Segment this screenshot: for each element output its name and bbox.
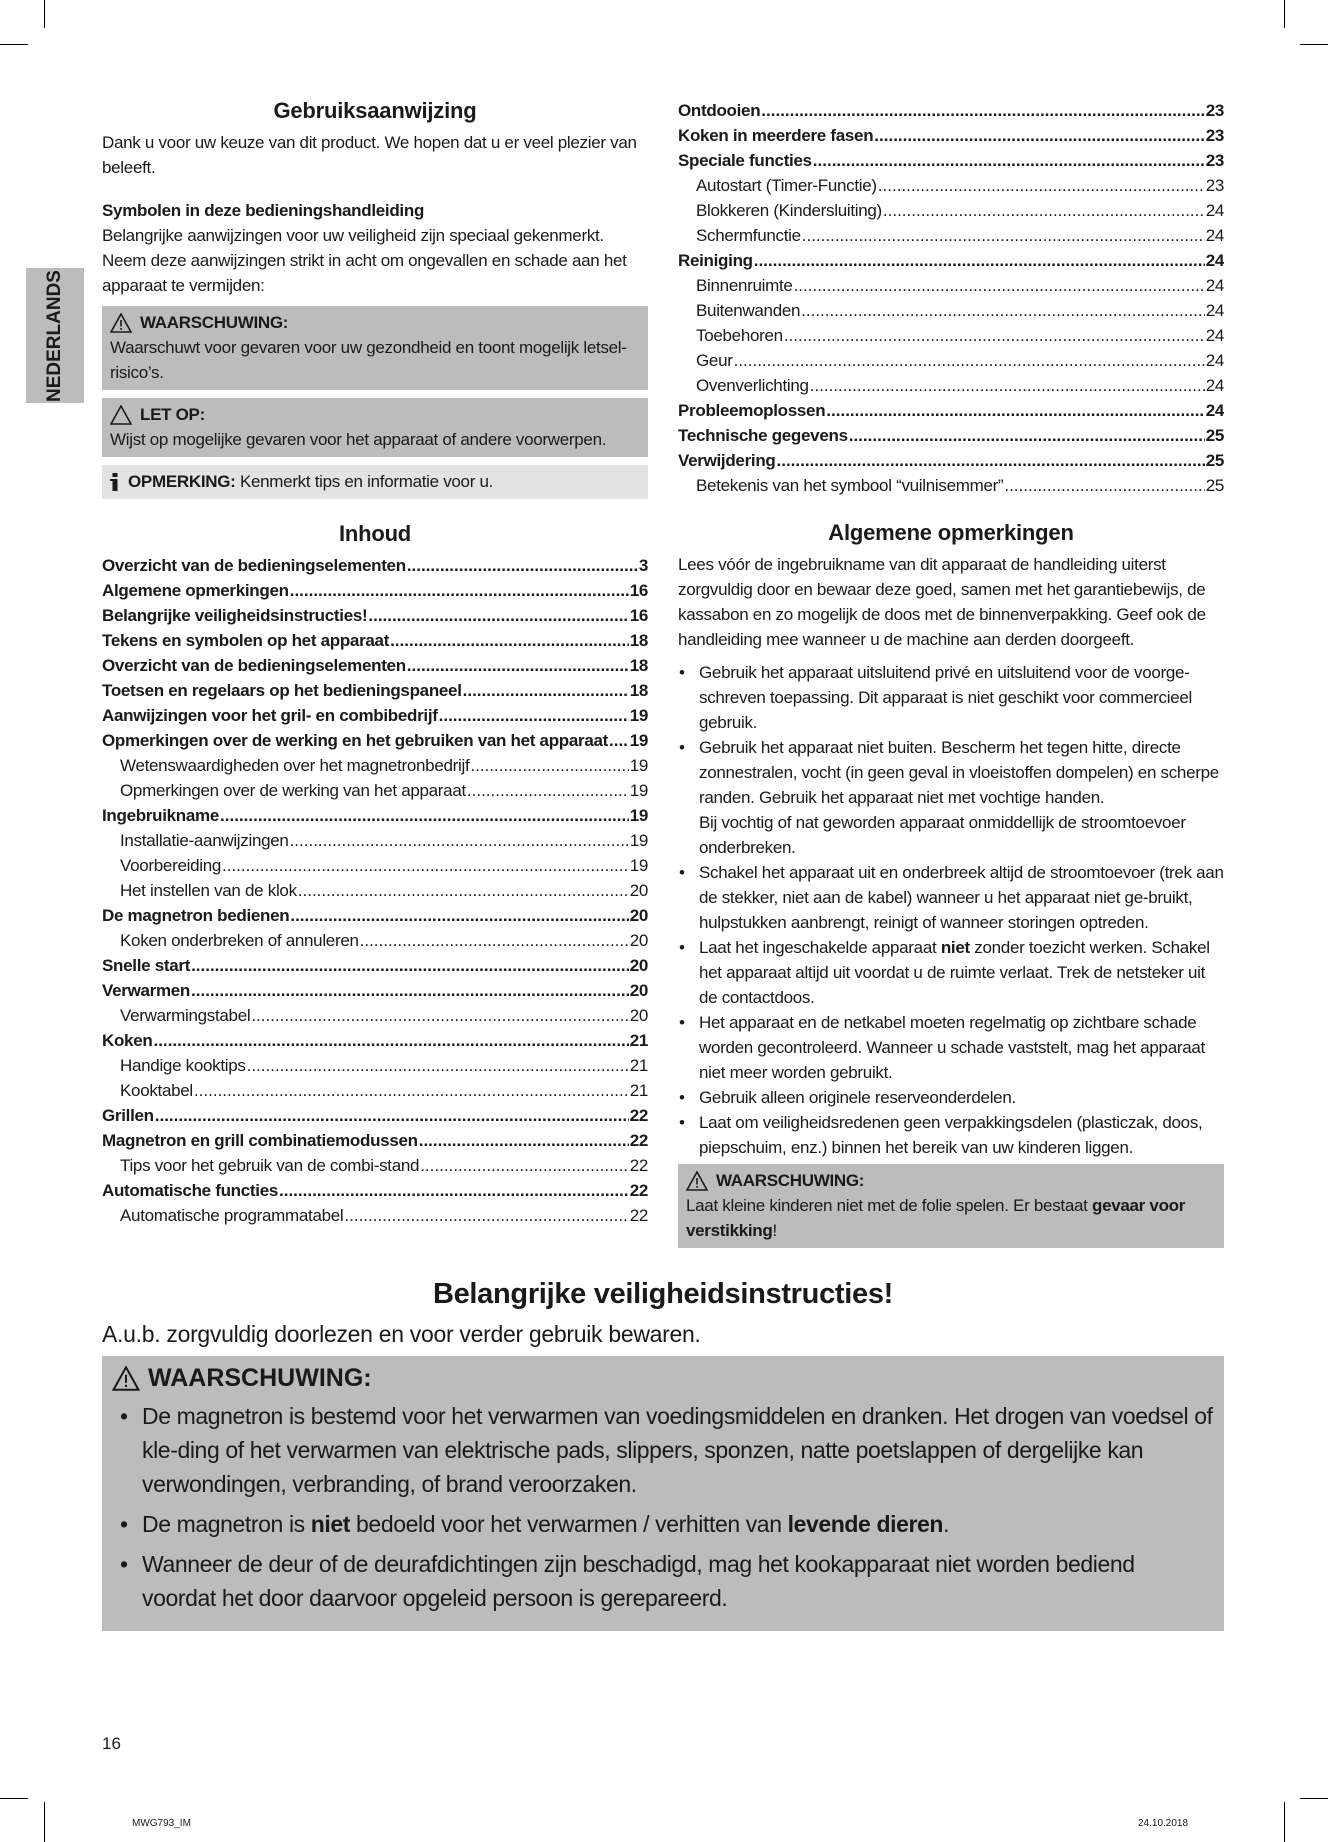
toc-entry: [102, 1003, 648, 1028]
toc-entry: [102, 578, 648, 603]
toc-entry-page: 18: [629, 631, 648, 650]
toc-entry-title: De magnetron bedienen: [102, 906, 290, 925]
toc-entry-title: Algemene opmerkingen: [102, 581, 289, 600]
toc-leader-dots: [794, 273, 1205, 298]
list-item: • Gebruik het apparaat uitsluitend privé en uitsluitend voor de voorge-schreven toepassing. Dit apparaat is niet geschikt voor commercieel gebruik.: [678, 660, 1224, 735]
toc-entry: [678, 473, 1224, 498]
toc-entry-page: 3: [638, 556, 648, 575]
toc-entry-page: 19: [629, 706, 648, 725]
toc-entry-title: Aanwijzingen voor het gril- en combibedrijf: [102, 706, 438, 725]
crop-mark: [0, 44, 28, 45]
toc-entry: [102, 1178, 648, 1203]
caution-title: LET OP:: [140, 405, 205, 424]
toc-entry-title: Magnetron en grill combinatiemodussen: [102, 1131, 418, 1150]
table-of-contents-continued: [678, 98, 1224, 498]
toc-entry-page: 23: [1205, 126, 1224, 145]
warning-triangle-icon: [112, 1366, 140, 1391]
toc-leader-dots: [777, 448, 1205, 473]
toc-entry-title: Tekens en symbolen op het apparaat: [102, 631, 390, 650]
warning-triangle-icon: [110, 313, 132, 333]
symbols-text: Belangrijke aanwijzingen voor uw veiligheid zijn speciaal gekenmerkt. Neem deze aanwijzingen strikt in acht om ongevallen en schade aan het apparaat te vermijden:: [102, 226, 627, 295]
toc-entry-title: Koken onderbreken of annuleren: [120, 931, 359, 950]
toc-leader-dots: [155, 1103, 629, 1128]
toc-entry-title: Tips voor het gebruik van de combi-stand: [120, 1156, 420, 1175]
warning-box-children: [678, 1164, 1224, 1248]
toc-leader-dots: [439, 703, 629, 728]
toc-entry-page: 19: [629, 756, 648, 775]
toc-entry: [678, 223, 1224, 248]
warning-title: WAARSCHUWING:: [716, 1171, 865, 1190]
language-tab: [26, 268, 84, 403]
toc-entry-title: Automatische functies: [102, 1181, 279, 1200]
toc-leader-dots: [407, 553, 638, 578]
toc-leader-dots: [801, 298, 1205, 323]
toc-entry: [102, 628, 648, 653]
toc-entry: [678, 123, 1224, 148]
toc-entry-page: 24: [1205, 326, 1224, 345]
toc-entry-title: Reiniging: [678, 251, 753, 270]
toc-entry: [678, 348, 1224, 373]
toc-entry: [102, 703, 648, 728]
toc-entry: [678, 448, 1224, 473]
list-item: • Schakel het apparaat uit en onderbreek altijd de stroomtoevoer (trek aan de stekker, niet aan de kabel) wanneer u het apparaat niet ge-bruikt, hulpstukken aanbrengt, reinigt of wanneer storingen optreden.: [678, 860, 1224, 935]
doc-code: MWG793_IM: [132, 1818, 191, 1829]
toc-entry: [102, 828, 648, 853]
toc-leader-dots: [849, 423, 1205, 448]
toc-entry-title: Buitenwanden: [696, 301, 801, 320]
toc-entry: [678, 248, 1224, 273]
safety-list: [112, 1399, 1214, 1615]
toc-entry: [102, 978, 648, 1003]
toc-leader-dots: [191, 978, 629, 1003]
toc-entry: [102, 1028, 648, 1053]
toc-entry: [102, 603, 648, 628]
toc-entry-page: 18: [629, 656, 648, 675]
toc-leader-dots: [419, 1128, 629, 1153]
list-item: • Gebruik alleen originele reserveonderdelen.: [678, 1085, 1224, 1110]
toc-entry-page: 16: [629, 581, 648, 600]
toc-leader-dots: [734, 348, 1205, 373]
toc-entry-page: 22: [629, 1156, 648, 1175]
toc-entry-title: Installatie-aanwijzingen: [120, 831, 289, 850]
toc-leader-dots: [368, 603, 628, 628]
toc-entry: [102, 953, 648, 978]
toc-entry-title: Autostart (Timer-Functie): [696, 176, 877, 195]
toc-leader-dots: [220, 803, 629, 828]
toc-leader-dots: [1004, 473, 1204, 498]
toc-entry: [678, 98, 1224, 123]
toc-entry-page: 20: [629, 931, 648, 950]
language-label: NEDERLANDS: [44, 269, 65, 402]
list-item: • Gebruik het apparaat niet buiten. Bescherm het tegen hitte, directe zonnestralen, vocht (in geen geval in vloeistoffen dompelen) en scherpe randen. Gebruik het apparaat niet met vochtige handen. Bij vochtig of nat geworden apparaat onmiddellijk de stroomtoevoer onderbreken.: [678, 735, 1224, 860]
toc-entry: [102, 678, 648, 703]
toc-leader-dots: [813, 148, 1205, 173]
toc-leader-dots: [344, 1203, 628, 1228]
toc-entry-page: 19: [629, 781, 648, 800]
toc-entry: [102, 1203, 648, 1228]
toc-entry: [102, 653, 648, 678]
general-remarks-heading: Algemene opmerkingen: [828, 520, 1074, 545]
toc-entry-page: 24: [1205, 226, 1224, 245]
toc-leader-dots: [194, 1078, 629, 1103]
general-remarks-list: [678, 660, 1224, 1160]
toc-leader-dots: [420, 1153, 628, 1178]
toc-entry-page: 22: [629, 1206, 648, 1225]
info-icon: [110, 473, 120, 491]
list-item: • Laat om veiligheidsredenen geen verpakkingsdelen (plasticzak, doos, piepschuim, enz.) binnen het bereik van uw kinderen liggen.: [678, 1110, 1224, 1160]
toc-entry-page: 25: [1205, 476, 1224, 495]
toc-entry-title: Opmerkingen over de werking en het gebruiken van het apparaat: [102, 731, 609, 750]
toc-entry-title: Schermfunctie: [696, 226, 801, 245]
toc-leader-dots: [251, 1003, 628, 1028]
toc-entry: [102, 928, 648, 953]
toc-leader-dots: [463, 678, 629, 703]
toc-leader-dots: [878, 173, 1205, 198]
toc-entry: [678, 373, 1224, 398]
toc-entry-page: 21: [629, 1056, 648, 1075]
toc-entry-title: Grillen: [102, 1106, 154, 1125]
toc-entry-page: 19: [629, 731, 648, 750]
toc-entry-title: Speciale functies: [678, 151, 812, 170]
toc-entry-page: 24: [1205, 251, 1224, 270]
toc-entry: [102, 753, 648, 778]
toc-entry-title: Voorbereiding: [120, 856, 222, 875]
crop-mark: [44, 0, 45, 28]
toc-entry-page: 24: [1205, 401, 1224, 420]
safety-section: [102, 1278, 1224, 1631]
toc-entry: [678, 423, 1224, 448]
warning-text: Laat kleine kinderen niet met de folie spelen. Er bestaat gevaar voor verstikking!: [686, 1196, 1186, 1240]
toc-entry-page: 19: [629, 831, 648, 850]
toc-leader-dots: [761, 98, 1204, 123]
toc-leader-dots: [279, 1178, 629, 1203]
toc-entry-page: 21: [629, 1081, 648, 1100]
toc-leader-dots: [360, 928, 629, 953]
warning-triangle-icon: [686, 1171, 708, 1191]
crop-mark: [44, 1802, 45, 1842]
toc-entry-page: 19: [629, 856, 648, 875]
toc-leader-dots: [290, 578, 629, 603]
toc-entry-title: Kooktabel: [120, 1081, 193, 1100]
toc-entry-page: 23: [1205, 176, 1224, 195]
toc-entry: [678, 323, 1224, 348]
list-item: • Het apparaat en de netkabel moeten regelmatig op zichtbare schade worden gecontroleerd. Wanneer u schade vaststelt, mag het apparaat niet meer worden gebruikt.: [678, 1010, 1224, 1085]
safety-warning-title: WAARSCHUWING:: [148, 1364, 372, 1392]
caution-box: [102, 398, 648, 457]
crop-mark: [1300, 1798, 1328, 1799]
general-remarks-text: Lees vóór de ingebruikname van dit apparaat de handleiding uiterst zorgvuldig door en bewaar deze goed, samen met het garantiebewijs, de kassabon en zo mogelijk de doos met de binnenverpakking. Geef ook de handleiding mee wanneer u de machine aan derden doorgeeft.: [678, 555, 1206, 649]
toc-leader-dots: [298, 878, 629, 903]
page-number: 16: [102, 1734, 121, 1753]
toc-entry-page: 20: [629, 981, 648, 1000]
toc-entry: [102, 1053, 648, 1078]
toc-leader-dots: [191, 953, 629, 978]
toc-leader-dots: [290, 903, 628, 928]
toc-entry-page: 16: [629, 606, 648, 625]
toc-entry: [102, 728, 648, 753]
toc-entry-page: 20: [629, 956, 648, 975]
toc-leader-dots: [247, 1053, 629, 1078]
toc-entry: [678, 298, 1224, 323]
caution-triangle-icon: [110, 405, 132, 425]
toc-entry-page: 24: [1205, 276, 1224, 295]
intro-text: Dank u voor uw keuze van dit product. We hopen dat u er veel plezier van beleeft.: [102, 133, 637, 177]
toc-leader-dots: [153, 1028, 628, 1053]
toc-entry-page: 22: [629, 1181, 648, 1200]
toc-entry-page: 20: [629, 1006, 648, 1025]
toc-entry: [102, 1153, 648, 1178]
toc-entry-title: Snelle start: [102, 956, 191, 975]
toc-entry: [678, 273, 1224, 298]
toc-entry: [678, 198, 1224, 223]
toc-entry-title: Geur: [696, 351, 733, 370]
toc-leader-dots: [784, 323, 1205, 348]
toc-leader-dots: [826, 398, 1204, 423]
toc-entry-title: Ovenverlichting: [696, 376, 809, 395]
crop-mark: [1284, 0, 1285, 28]
toc-entry-title: Koken: [102, 1031, 153, 1050]
list-item: • De magnetron is bestemd voor het verwarmen van voedingsmiddelen en dranken. Het drogen van voedsel of kle-ding of het verwarmen van elektrische pads, slippers, sponzen, natte poetslappen of dergelijke kan verwondingen, verbranding, of brand veroorzaken.: [112, 1399, 1214, 1501]
warning-text: Waarschuwt voor gevaren voor uw gezondheid en toont mogelijk letsel-risico’s.: [110, 338, 627, 382]
toc-entry-title: Koken in meerdere fasen: [678, 126, 874, 145]
toc-entry-page: 25: [1205, 426, 1224, 445]
toc-entry: [102, 778, 648, 803]
left-column: [102, 98, 648, 1228]
toc-entry-page: 18: [629, 681, 648, 700]
crop-mark: [0, 1798, 28, 1799]
safety-heading: Belangrijke veiligheidsinstructies!: [432, 1278, 894, 1310]
toc-entry-page: 25: [1205, 451, 1224, 470]
toc-entry: [678, 173, 1224, 198]
toc-entry: [102, 1128, 648, 1153]
manual-heading: Gebruiksaanwijzing: [273, 98, 477, 123]
toc-leader-dots: [290, 828, 629, 853]
toc-entry: [678, 148, 1224, 173]
caution-text: Wijst op mogelijke gevaren voor het apparaat of andere voorwerpen.: [110, 430, 607, 449]
right-column: [678, 98, 1224, 1248]
toc-entry-title: Binnenruimte: [696, 276, 793, 295]
toc-entry: [102, 1103, 648, 1128]
toc-entry-title: Belangrijke veiligheidsinstructies!: [102, 606, 368, 625]
toc-entry-page: 23: [1205, 151, 1224, 170]
toc-leader-dots: [407, 653, 629, 678]
warning-box: [102, 306, 648, 390]
toc-entry-title: Probleemoplossen: [678, 401, 826, 420]
toc-entry-page: 22: [629, 1131, 648, 1150]
crop-mark: [1300, 44, 1328, 45]
toc-entry-title: Verwarmingstabel: [120, 1006, 251, 1025]
toc-entry-title: Verwijdering: [678, 451, 776, 470]
toc-entry-title: Handige kooktips: [120, 1056, 246, 1075]
toc-entry-title: Ontdooien: [678, 101, 761, 120]
toc-leader-dots: [470, 753, 628, 778]
toc-leader-dots: [874, 123, 1204, 148]
note-box: [102, 465, 648, 499]
toc-entry-title: Ingebruikname: [102, 806, 220, 825]
toc-entry-page: 24: [1205, 351, 1224, 370]
toc-entry-title: Toetsen en regelaars op het bedieningspaneel: [102, 681, 462, 700]
toc-entry-page: 22: [629, 1106, 648, 1125]
crop-mark: [1284, 1802, 1285, 1842]
toc-entry-title: Overzicht van de bedieningselementen: [102, 656, 406, 675]
doc-date: 24.10.2018: [1138, 1818, 1189, 1829]
toc-leader-dots: [810, 373, 1205, 398]
toc-leader-dots: [222, 853, 629, 878]
toc-entry-title: Verwarmen: [102, 981, 191, 1000]
toc-leader-dots: [802, 223, 1205, 248]
toc-entry-title: Automatische programmatabel: [120, 1206, 344, 1225]
toc-entry-title: Overzicht van de bedieningselementen: [102, 556, 406, 575]
toc-heading: Inhoud: [338, 521, 412, 546]
toc-entry-title: Technische gegevens: [678, 426, 848, 445]
toc-entry-page: 19: [629, 806, 648, 825]
safety-warning-box: [102, 1356, 1224, 1631]
toc-leader-dots: [609, 728, 629, 753]
toc-entry: [102, 878, 648, 903]
list-item: • De magnetron is niet bedoeld voor het verwarmen / verhitten van levende dieren.: [112, 1507, 1214, 1541]
toc-leader-dots: [390, 628, 629, 653]
toc-entry-page: 24: [1205, 301, 1224, 320]
symbols-heading: Symbolen in deze bedieningshandleiding: [102, 201, 425, 220]
toc-entry-title: Toebehoren: [696, 326, 783, 345]
toc-entry: [102, 903, 648, 928]
toc-entry-title: Blokkeren (Kindersluiting): [696, 201, 882, 220]
toc-entry-page: 24: [1205, 376, 1224, 395]
note-title: OPMERKING:: [128, 472, 236, 491]
toc-entry-page: 23: [1205, 101, 1224, 120]
toc-leader-dots: [883, 198, 1205, 223]
list-item: • Laat het ingeschakelde apparaat niet zonder toezicht werken. Schakel het apparaat altijd uit voordat u de ruimte verlaat. Trek de netsteker uit de contactdoos.: [678, 935, 1224, 1010]
note-text: Kenmerkt tips en informatie voor u.: [239, 472, 494, 491]
toc-entry: [102, 1078, 648, 1103]
toc-leader-dots: [467, 778, 629, 803]
toc-leader-dots: [754, 248, 1205, 273]
toc-entry: [102, 803, 648, 828]
safety-lead: A.u.b. zorgvuldig doorlezen en voor verder gebruik bewaren.: [102, 1321, 701, 1347]
toc-entry: [102, 853, 648, 878]
toc-entry: [678, 398, 1224, 423]
toc-entry-page: 20: [629, 906, 648, 925]
toc-entry-title: Opmerkingen over de werking van het apparaat: [120, 781, 466, 800]
toc-entry-title: Het instellen van de klok: [120, 881, 297, 900]
warning-title: WAARSCHUWING:: [140, 313, 289, 332]
toc-entry-page: 20: [629, 881, 648, 900]
toc-entry-title: Wetenswaardigheden over het magnetronbedrijf: [120, 756, 470, 775]
list-item: • Wanneer de deur of de deurafdichtingen zijn beschadigd, mag het kookapparaat niet worden bediend voordat het door daarvoor opgeleid persoon is gerepareerd.: [112, 1547, 1214, 1615]
toc-entry-page: 21: [629, 1031, 648, 1050]
toc-entry-page: 24: [1205, 201, 1224, 220]
toc-entry-title: Betekenis van het symbool “vuilnisemmer”: [696, 476, 1004, 495]
table-of-contents: [102, 553, 648, 1228]
toc-entry: [102, 553, 648, 578]
